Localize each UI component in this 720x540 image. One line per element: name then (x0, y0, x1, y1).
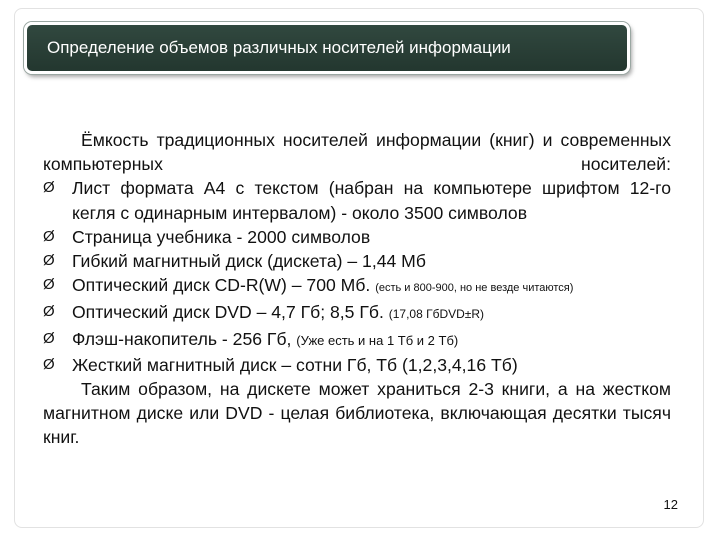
arrow-bullet-icon: Ø (43, 179, 55, 197)
item-note: (Уже есть и на 1 Тб и 2 Тб) (296, 332, 459, 348)
item-note: (17,08 ГбDVD±R) (388, 307, 485, 322)
arrow-bullet-icon: Ø (43, 276, 55, 294)
list-item: Ø Лист формата А4 с текстом (набран на компьютере шрифтом 12-го кегля с одинарным интервалом) - около 3500 символов (43, 178, 671, 223)
item-note: (есть и 800-900, но не везде читаются) (375, 282, 574, 295)
list-item: Ø Гибкий магнитный диск (дискета) – 1,44 Мб (43, 249, 671, 273)
arrow-bullet-icon: Ø (43, 355, 55, 373)
arrow-bullet-icon: Ø (43, 303, 55, 321)
title-bar (24, 22, 630, 74)
list-item: Ø Оптический диск DVD – 4,7 Гб; 8,5 Гб. (17,08 ГбDVD±R) (43, 300, 671, 326)
list-item: Ø Оптический диск CD-R(W) – 700 Мб. (есть и 800-900, но не везде читаются) (43, 273, 671, 300)
capacity-list (43, 176, 671, 377)
arrow-bullet-icon: Ø (43, 252, 55, 270)
arrow-bullet-icon: Ø (43, 227, 55, 245)
slide-content (43, 128, 671, 450)
intro-paragraph (43, 128, 671, 176)
list-item: Ø Страница учебника - 2000 символов (43, 225, 671, 249)
conclusion-paragraph (43, 377, 671, 450)
page-number: 12 (663, 497, 678, 512)
list-item: Ø Жесткий магнитный диск – сотни Гб, Тб (1,2,3,4,16 Тб) (43, 353, 671, 377)
arrow-bullet-icon: Ø (43, 329, 55, 347)
list-item: Ø Флэш-накопитель - 256 Гб, (Уже есть и на 1 Тб и 2 Тб) (43, 327, 671, 353)
slide-title: Определение объемов различных носителей информации (47, 38, 511, 57)
conclusion-text: Таким образом, на дискете может храниться 2-3 книги, а на жестком магнитном диске или DVD - целая библиотека, включающая десятки тысяч книг. (43, 379, 671, 448)
intro-text: Ёмкость традиционных носителей информации (книг) и современных компьютерных носителей: (43, 130, 671, 175)
